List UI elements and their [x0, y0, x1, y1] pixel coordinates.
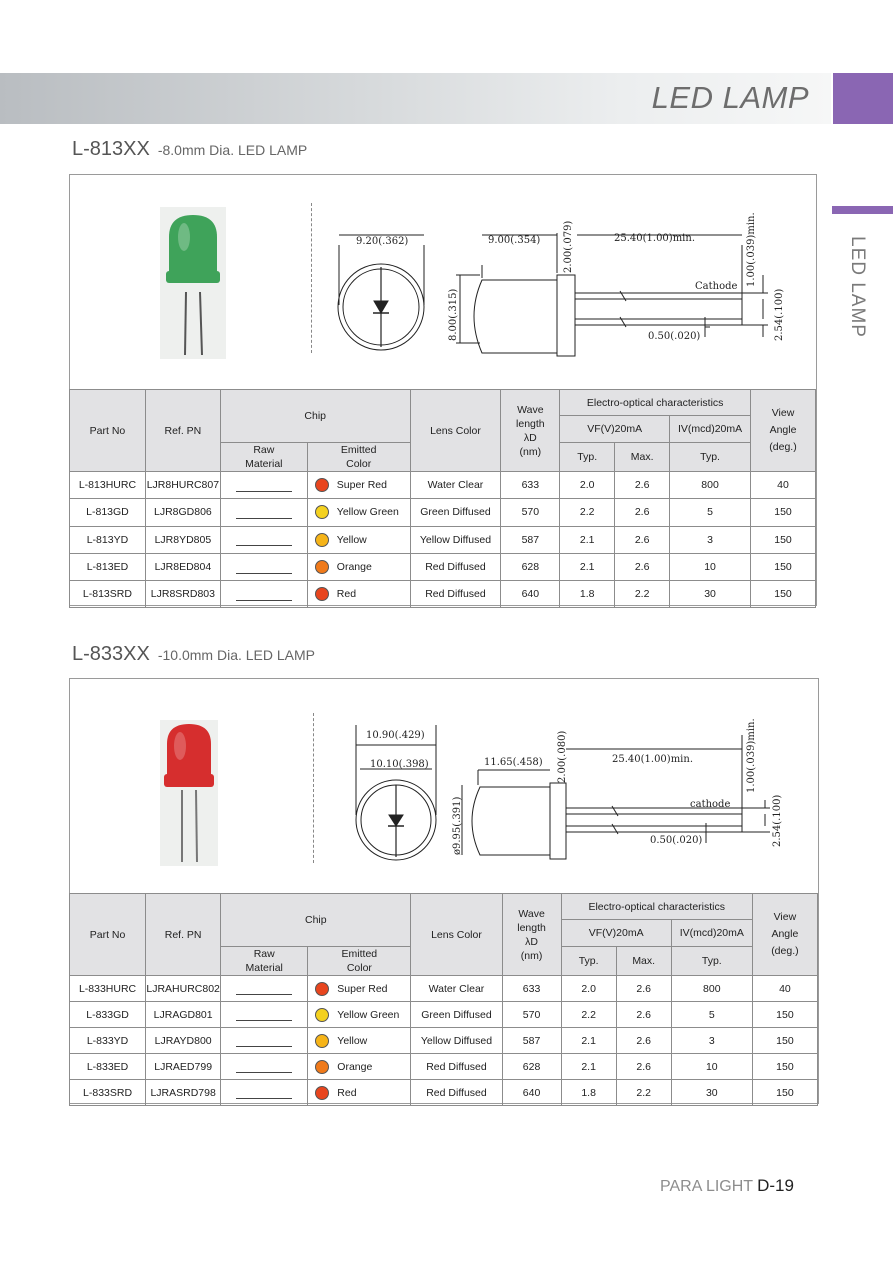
header-wave-length-text: Wave length λD (nm): [517, 907, 546, 962]
spec-table: [69, 389, 816, 608]
header-ref-pn: Ref. PN: [146, 894, 221, 976]
emitted-color-label: Red: [337, 1086, 357, 1099]
cell-raw-material: [221, 976, 308, 1002]
dim-diameter-inner: 10.10(.398): [370, 759, 429, 770]
cell-wave-length: 570: [501, 499, 560, 526]
cell-vf-typ: 2.2: [561, 1002, 616, 1028]
cell-part-no: L-833GD: [70, 1002, 146, 1028]
cell-ref-pn: LJR8YD805: [145, 526, 220, 553]
cell-vf-typ: 2.0: [560, 472, 615, 499]
color-dot-icon: [315, 1086, 329, 1100]
dim-height: ø9.95(.391): [452, 796, 463, 855]
cell-ref-pn: LJRASRD798: [146, 1080, 221, 1106]
cell-vf-typ: 2.2: [560, 499, 615, 526]
header-chip: Chip: [221, 894, 411, 947]
cell-iv-typ: 5: [670, 499, 751, 526]
cell-vf-typ: 2.0: [561, 976, 616, 1002]
raw-material-blank: [236, 1060, 292, 1073]
header-wave-length: [502, 894, 561, 976]
emitted-color-label: Yellow: [336, 533, 367, 546]
lamp-photo-813: [160, 207, 226, 359]
header-lens-color: Lens Color: [410, 390, 501, 472]
cell-iv-typ: 800: [670, 472, 751, 499]
cell-emitted-color: [308, 1054, 411, 1080]
cell-raw-material: [221, 1028, 308, 1054]
dim-lead-length: 25.40(1.00)min.: [614, 233, 695, 244]
cell-vf-max: 2.6: [616, 1028, 671, 1054]
header-view-angle-text: View Angle (deg.): [769, 407, 797, 453]
header-vf: VF(V)20mA: [560, 416, 670, 443]
cell-wave-length: 587: [502, 1028, 561, 1054]
color-dot-icon: [315, 587, 329, 601]
cell-vf-max: 2.6: [615, 553, 670, 580]
cell-vf-max: 2.6: [615, 499, 670, 526]
cell-raw-material: [221, 1054, 308, 1080]
header-raw-material-text: Raw Material: [245, 948, 283, 974]
table-row: [70, 499, 816, 526]
cell-ref-pn: LJRAGD801: [146, 1002, 221, 1028]
cell-ref-pn: LJRAED799: [146, 1054, 221, 1080]
cell-wave-length: 628: [501, 553, 560, 580]
raw-material-blank: [236, 479, 292, 492]
table-row: [70, 1080, 818, 1106]
cell-part-no: L-813ED: [70, 553, 146, 580]
dim-lead-length: 25.40(1.00)min.: [612, 754, 693, 765]
dim-diameter: 9.20(.362): [356, 236, 409, 247]
dim-lead-dim: 1.00(.039)min.: [746, 718, 757, 793]
cell-lens-color: Green Diffused: [410, 499, 501, 526]
cell-wave-length: 633: [501, 472, 560, 499]
header-view-angle: [751, 390, 816, 472]
dim-body-length: 9.00(.354): [488, 235, 541, 246]
color-dot-icon: [315, 478, 329, 492]
raw-material-blank: [236, 982, 292, 995]
cell-lens-color: Red Diffused: [410, 553, 501, 580]
header-wave-length: [501, 390, 560, 472]
cell-iv-typ: 5: [671, 1002, 752, 1028]
section-title-813: [72, 138, 307, 161]
dim-cathode: cathode: [690, 799, 731, 810]
header-emitted-color-text: Emitted Color: [341, 948, 378, 974]
section-description: -8.0mm Dia. LED LAMP: [157, 142, 308, 158]
cell-iv-typ: 3: [671, 1028, 752, 1054]
color-dot-icon: [315, 505, 329, 519]
header-accent-tab: [833, 73, 893, 124]
table-row: [70, 581, 816, 608]
footer-brand: PARA LIGHT: [660, 1178, 754, 1195]
emitted-color-label: Red: [336, 588, 357, 601]
lamp-photo-833: [160, 720, 218, 866]
table-row: [70, 976, 818, 1002]
cell-vf-typ: 2.1: [561, 1054, 616, 1080]
header-iv-typ: Typ.: [671, 947, 752, 976]
color-dot-icon: [315, 1060, 329, 1074]
cell-emitted-color: [307, 526, 410, 553]
cell-lens-color: Water Clear: [411, 976, 502, 1002]
cell-lens-color: Water Clear: [410, 472, 501, 499]
footer: [660, 1176, 794, 1196]
header-electro-optical: Electro-optical characteristics: [561, 894, 752, 920]
table-row: [70, 553, 816, 580]
dim-flange: 2.00(.080): [557, 730, 568, 783]
cell-iv-typ: 30: [670, 581, 751, 608]
cell-ref-pn: LJR8GD806: [145, 499, 220, 526]
cell-part-no: L-813GD: [70, 499, 146, 526]
cell-vf-typ: 2.1: [560, 526, 615, 553]
dim-lead-width: 0.50(.020): [650, 835, 703, 846]
spec-table: [69, 893, 818, 1106]
header-vf-max: Max.: [616, 947, 671, 976]
dim-body-length: 11.65(.458): [484, 757, 543, 768]
header-emitted-color: [308, 947, 411, 976]
cell-iv-typ: 800: [671, 976, 752, 1002]
header-wave-length-text: Wave length λD (nm): [516, 403, 545, 458]
cell-part-no: L-833SRD: [70, 1080, 146, 1106]
cell-part-no: L-813SRD: [70, 581, 146, 608]
cell-vf-max: 2.6: [616, 1054, 671, 1080]
cell-ref-pn: LJRAYD800: [146, 1028, 221, 1054]
cell-iv-typ: 10: [671, 1054, 752, 1080]
page-number: D-19: [757, 1176, 794, 1195]
cell-iv-typ: 30: [671, 1080, 752, 1106]
cell-vf-max: 2.6: [615, 472, 670, 499]
section-part-series: L-813XX: [72, 138, 150, 160]
cell-lens-color: Green Diffused: [411, 1002, 502, 1028]
cell-view-angle: 150: [751, 553, 816, 580]
header-iv-typ: Typ.: [670, 443, 751, 472]
header-vf-typ: Typ.: [561, 947, 616, 976]
lamp-body: [169, 215, 217, 273]
dimension-drawing-833: [340, 715, 800, 865]
dim-lead-dim: 1.00(.039)min.: [746, 212, 757, 287]
cell-view-angle: 40: [752, 976, 817, 1002]
cell-wave-length: 640: [502, 1080, 561, 1106]
header-part-no: Part No: [70, 390, 146, 472]
cell-ref-pn: LJR8HURC807: [145, 472, 220, 499]
cell-vf-max: 2.6: [616, 976, 671, 1002]
dim-cathode: Cathode: [695, 281, 738, 292]
cell-emitted-color: [307, 553, 410, 580]
cell-lens-color: Yellow Diffused: [410, 526, 501, 553]
side-label: LED LAMP: [847, 236, 868, 338]
cell-vf-typ: 1.8: [560, 581, 615, 608]
emitted-color-label: Yellow: [337, 1034, 368, 1047]
dim-flange: 2.00(.079): [563, 220, 574, 273]
cell-iv-typ: 10: [670, 553, 751, 580]
cell-raw-material: [220, 553, 307, 580]
cell-emitted-color: [307, 472, 410, 499]
header-view-angle-text: View Angle (deg.): [771, 911, 799, 957]
header-raw-material: [221, 947, 308, 976]
raw-material-blank: [236, 1034, 292, 1047]
header-iv: IV(mcd)20mA: [670, 416, 751, 443]
emitted-color-label: Yellow Green: [337, 1008, 400, 1021]
cell-emitted-color: [308, 1080, 411, 1106]
emitted-color-label: Yellow Green: [336, 506, 399, 519]
cell-emitted-color: [308, 1002, 411, 1028]
cell-view-angle: 40: [751, 472, 816, 499]
cell-emitted-color: [308, 1028, 411, 1054]
color-dot-icon: [315, 1008, 329, 1022]
panel-divider: [313, 713, 314, 863]
cell-vf-typ: 2.1: [561, 1028, 616, 1054]
header-view-angle: [752, 894, 817, 976]
dim-lead-width: 0.50(.020): [648, 331, 701, 342]
color-dot-icon: [315, 560, 329, 574]
header-lens-color: Lens Color: [411, 894, 502, 976]
cell-part-no: L-833YD: [70, 1028, 146, 1054]
cell-emitted-color: [307, 581, 410, 608]
page-title: LED LAMP: [651, 80, 809, 115]
section-title-833: [72, 643, 315, 666]
table-row: [70, 1054, 818, 1080]
header-part-no: Part No: [70, 894, 146, 976]
cell-part-no: L-833ED: [70, 1054, 146, 1080]
cell-lens-color: Yellow Diffused: [411, 1028, 502, 1054]
cell-vf-max: 2.6: [615, 526, 670, 553]
cell-iv-typ: 3: [670, 526, 751, 553]
raw-material-blank: [236, 1008, 292, 1021]
cell-vf-max: 2.6: [616, 1002, 671, 1028]
cell-view-angle: 150: [752, 1054, 817, 1080]
cell-raw-material: [221, 1002, 308, 1028]
lamp-body: [167, 724, 211, 778]
dim-pitch: 2.54(.100): [774, 288, 785, 341]
cell-raw-material: [220, 526, 307, 553]
cell-view-angle: 150: [751, 526, 816, 553]
cell-ref-pn: LJR8SRD803: [145, 581, 220, 608]
emitted-color-label: Orange: [337, 1060, 373, 1073]
cell-wave-length: 628: [502, 1054, 561, 1080]
cell-view-angle: 150: [752, 1028, 817, 1054]
dim-diameter-outer: 10.90(.429): [366, 730, 425, 741]
table-row: [70, 1028, 818, 1054]
header-raw-material: [220, 443, 307, 472]
cell-vf-typ: 1.8: [561, 1080, 616, 1106]
header-iv: IV(mcd)20mA: [671, 920, 752, 947]
color-dot-icon: [315, 982, 329, 996]
panel-divider: [311, 203, 312, 353]
raw-material-blank: [236, 561, 292, 574]
cell-part-no: L-813YD: [70, 526, 146, 553]
table-row: [70, 1002, 818, 1028]
header-vf-max: Max.: [615, 443, 670, 472]
raw-material-blank: [236, 588, 292, 601]
raw-material-blank: [236, 1086, 292, 1099]
header-chip: Chip: [220, 390, 410, 443]
section-part-series: L-833XX: [72, 643, 150, 665]
header-vf-typ: Typ.: [560, 443, 615, 472]
cell-vf-max: 2.2: [615, 581, 670, 608]
cell-lens-color: Red Diffused: [411, 1080, 502, 1106]
header-raw-material-text: Raw Material: [245, 444, 283, 470]
section-description: -10.0mm Dia. LED LAMP: [157, 647, 316, 663]
emitted-color-label: Orange: [336, 560, 372, 573]
cell-raw-material: [220, 499, 307, 526]
cell-raw-material: [221, 1080, 308, 1106]
raw-material-blank: [236, 533, 292, 546]
cell-view-angle: 150: [752, 1002, 817, 1028]
header-emitted-color-text: Emitted Color: [340, 444, 377, 470]
color-dot-icon: [315, 1034, 329, 1048]
cell-part-no: L-813HURC: [70, 472, 146, 499]
cell-emitted-color: [307, 499, 410, 526]
side-accent-bar: [832, 206, 893, 214]
table-row: [70, 526, 816, 553]
dim-pitch: 2.54(.100): [772, 794, 783, 847]
cell-part-no: L-833HURC: [70, 976, 146, 1002]
cell-wave-length: 570: [502, 1002, 561, 1028]
cell-vf-max: 2.2: [616, 1080, 671, 1106]
cell-ref-pn: LJRAHURC802: [146, 976, 221, 1002]
cell-lens-color: Red Diffused: [410, 581, 501, 608]
table-row: [70, 472, 816, 499]
cell-lens-color: Red Diffused: [411, 1054, 502, 1080]
cell-vf-typ: 2.1: [560, 553, 615, 580]
cell-view-angle: 150: [751, 581, 816, 608]
cell-view-angle: 150: [751, 499, 816, 526]
dim-height: 8.00(.315): [448, 288, 459, 341]
dimension-drawing-813: [330, 205, 800, 365]
header-ref-pn: Ref. PN: [145, 390, 220, 472]
cell-view-angle: 150: [752, 1080, 817, 1106]
cell-wave-length: 633: [502, 976, 561, 1002]
header-electro-optical: Electro-optical characteristics: [560, 390, 751, 416]
emitted-color-label: Super Red: [336, 478, 387, 491]
cell-wave-length: 587: [501, 526, 560, 553]
emitted-color-label: Super Red: [337, 982, 388, 995]
cell-emitted-color: [308, 976, 411, 1002]
header-emitted-color: [307, 443, 410, 472]
cell-raw-material: [220, 472, 307, 499]
cell-raw-material: [220, 581, 307, 608]
color-dot-icon: [315, 533, 329, 547]
cell-ref-pn: LJR8ED804: [145, 553, 220, 580]
raw-material-blank: [236, 506, 292, 519]
header-vf: VF(V)20mA: [561, 920, 671, 947]
cell-wave-length: 640: [501, 581, 560, 608]
